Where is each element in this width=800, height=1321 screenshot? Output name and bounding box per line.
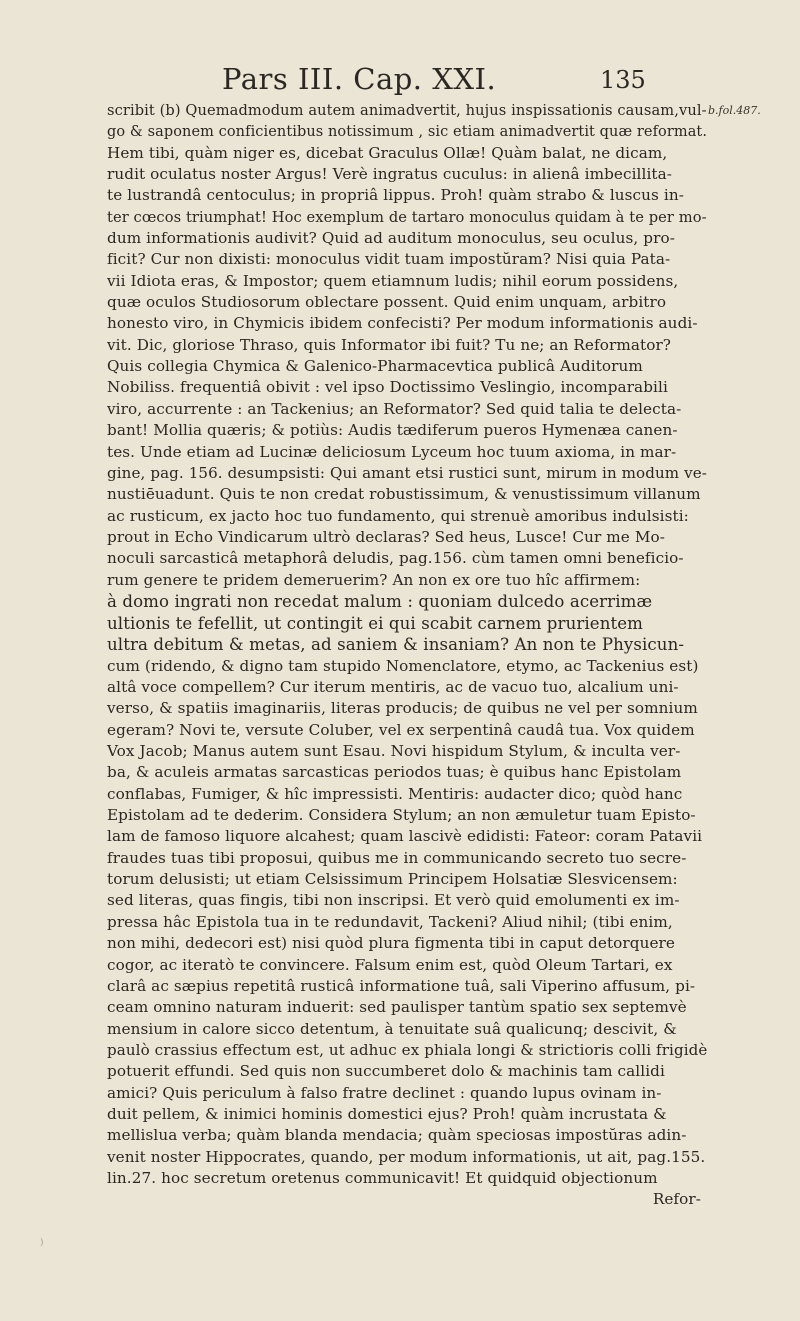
- catchword: Refor-: [652, 1190, 701, 1209]
- text-line: Hem tibi, quàm niger es, dicebat Graculus Ollæ! Quàm balat, ne dicam,: [107, 143, 668, 162]
- text-line: non mihi, dedecori est) nisi quòd plura figmenta tibi in caput detorquere: [107, 934, 675, 953]
- text-line: ficit? Cur non dixisti: monoculus vidit tuam impostŭram? Nisi quia Pata-: [107, 250, 671, 269]
- text-line: quæ oculos Studiosorum oblectare possent. Quid enim unquam, arbitro: [107, 293, 667, 312]
- running-head: Pars III. Cap. XXI.: [222, 62, 497, 96]
- text-line: egeram? Novi te, versute Coluber, vel ex serpentinâ caudâ tua. Vox quidem: [107, 720, 695, 739]
- text-line: viro, accurrente : an Tackenius; an Reformator? Sed quid talia te delecta-: [107, 399, 682, 418]
- text-line: torum delusisti; ut etiam Celsissimum Principem Holsatiæ Slesvicensem:: [107, 870, 678, 889]
- text-line: te lustrandâ centoculus; in propriâ lippus. Proh! quàm strabo & luscus in-: [107, 186, 684, 205]
- text-line: paulò crassius effectum est, ut adhuc ex phiala longi & strictioris colli frigidè: [107, 1040, 708, 1059]
- text-line: scribit (b) Quemadmodum autem animadvertit, hujus inspissationis causam,vul-: [107, 101, 707, 119]
- text-line: altâ voce compellem? Cur iterum mentiris, ac de vacuo tuo, alcalium uni-: [107, 678, 679, 697]
- text-line: à domo ingrati non recedat malum : quoniam dulcedo acerrimæ: [107, 591, 653, 611]
- text-line: mensium in calore sicco detentum, à tenuitate suâ qualicunq; descivit, &: [107, 1019, 677, 1038]
- text-line: ac rusticum, ex jacto hoc tuo fundamento, qui strenuè amoribus indulsisti:: [107, 506, 689, 525]
- text-line: potuerit effundi. Sed quis non succumberet dolo & machinis tam callidi: [107, 1062, 665, 1081]
- text-line: vit. Dic, gloriose Thraso, quis Informator ibi fuit? Tu ne; an Reformator?: [107, 335, 672, 354]
- text-line: lin.27. hoc secretum oretenus communicavit! Et quidquid objectionum: [107, 1168, 658, 1187]
- page-header: [0, 62, 800, 102]
- text-line: Nobiliss. frequentiâ obivit : vel ipso Doctissimo Veslingio, incomparabili: [107, 378, 668, 397]
- text-line: ultra debitum & metas, ad saniem & insaniam? An non te Physicun-: [107, 635, 685, 655]
- text-line: gine, pag. 156. desumpsisti: Qui amant etsi rustici sunt, mirum in modum ve-: [107, 463, 707, 482]
- text-line: ba, & aculeis armatas sarcasticas periodos tuas; è quibus hanc Epistolam: [107, 763, 682, 782]
- text-line: verso, & spatiis imaginariis, literas producis; de quibus ne vel per somnium: [107, 699, 698, 718]
- text-line: Epistolam ad te dederim. Considera Stylum; an non æmuletur tuam Episto-: [107, 806, 696, 825]
- text-line: vii Idiota eras, & Impostor; quem etiamnum ludis; nihil eorum possidens,: [107, 271, 679, 290]
- text-line: ceam omnino naturam induerit: sed paulisper tantùm spatio sex septemvè: [107, 998, 687, 1017]
- text-line: fraudes tuas tibi proposui, quibus me in communicando secreto tuo secre-: [107, 848, 687, 867]
- text-line: honesto viro, in Chymicis ibidem confecisti? Per modum informationis audi-: [107, 314, 698, 333]
- text-line: cum (ridendo, & digno tam stupido Nomenclatore, etymo, ac Tackenius est): [107, 656, 699, 675]
- text-line: ter cœcos triumphat! Hoc exemplum de tartaro monoculus quidam à te per mo-: [107, 207, 707, 226]
- text-line: sed literas, quas fingis, tibi non inscripsi. Et verò quid emolumenti ex im-: [107, 891, 680, 910]
- text-line: bant! Mollia quæris; & potiùs: Audis tædiferum pueros Hymenæa canen-: [107, 421, 678, 440]
- text-line: mellislua verba; quàm blanda mendacia; quàm speciosas impostŭras adin-: [107, 1126, 687, 1145]
- text-line: nustiēuadunt. Quis te non credat robustissimum, & venustissimum villanum: [107, 485, 701, 504]
- text-line: ultionis te fefellit, ut contingit ei qui scabit carnem prurientem: [107, 613, 644, 633]
- text-line: dum informationis audivit? Quid ad auditum monoculus, seu oculus, pro-: [107, 229, 675, 248]
- text-line: rudit oculatus noster Argus! Verè ingratus cuculus: in alienâ imbecillita-: [107, 165, 673, 184]
- text-line: conflabas, Fumiger, & hîc impressisti. Mentiris: audacter dico; quòd hanc: [107, 784, 683, 803]
- text-line: duit pellem, & inimici hominis domestici ejus? Proh! quàm incrustata &: [107, 1104, 667, 1123]
- paper-mark: ): [40, 1238, 44, 1248]
- text-line: venit noster Hippocrates, quando, per modum informationis, ut ait, pag.155.: [107, 1147, 706, 1166]
- page-number: 135: [600, 66, 646, 94]
- text-line: cogor, ac iteratò te convincere. Falsum enim est, quòd Oleum Tartari, ex: [107, 955, 673, 974]
- text-line: clarâ ac sæpius repetitâ rusticâ informatione tuâ, sali Viperino affusum, pi-: [107, 976, 696, 995]
- text-line: amici? Quis periculum à falso fratre declinet : quando lupus ovinam in-: [107, 1083, 662, 1102]
- margin-note: b.fol.487.: [708, 104, 761, 117]
- text-line: lam de famoso liquore alcahest; quam lascivè edidisti: Fateor: coram Patavii: [107, 827, 703, 846]
- text-line: tes. Unde etiam ad Lucinæ deliciosum Lyceum hoc tuum axioma, in mar-: [107, 442, 677, 461]
- text-line: rum genere te pridem demeruerim? An non ex ore tuo hîc affirmem:: [107, 570, 641, 589]
- text-line: go & saponem conficientibus notissimum , sic etiam animadvertit quæ reformat.: [107, 122, 708, 141]
- text-line: prout in Echo Vindicarum ultrò declaras? Sed heus, Lusce! Cur me Mo-: [107, 527, 665, 546]
- text-line: Quis collegia Chymica & Galenico-Pharmacevtica publicâ Auditorum: [107, 357, 643, 376]
- text-line: Vox Jacob; Manus autem sunt Esau. Novi hispidum Stylum, & inculta ver-: [107, 742, 681, 761]
- body-text: [107, 100, 707, 1211]
- text-line: pressa hâc Epistola tua in te redundavit, Tackeni? Aliud nihil; (tibi enim,: [107, 912, 673, 931]
- text-line: noculi sarcasticâ metaphorâ deludis, pag.156. cùm tamen omni beneficio-: [107, 549, 684, 568]
